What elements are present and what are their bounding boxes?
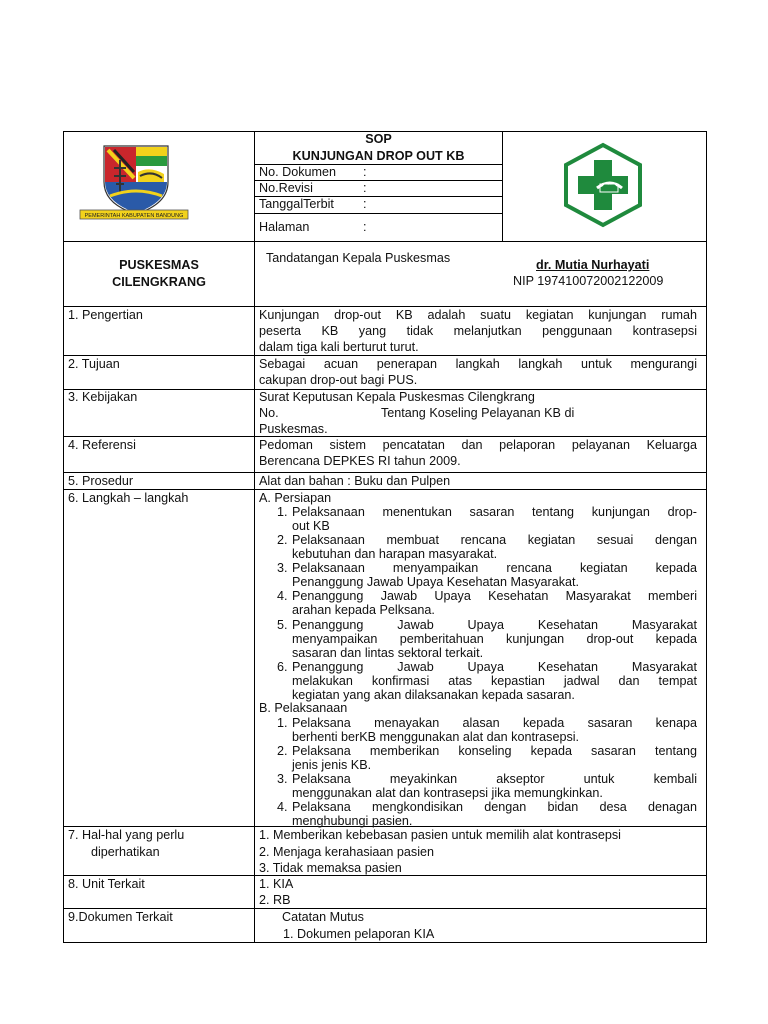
unit-line: 2. RB xyxy=(259,893,291,907)
step-line: Pelaksanaan menentukan sasaran tentang kunjungan drop- xyxy=(292,505,697,519)
row-rule xyxy=(63,908,707,909)
step-line: Penanggung Jawab Upaya Kesehatan Masyarakat xyxy=(292,618,697,632)
step-line: Pelaksana mengkondisikan dengan bidan desa denagan xyxy=(292,800,697,814)
row-label-langkah: 6. Langkah – langkah xyxy=(68,491,189,505)
dokumen-line: 1. Dokumen pelaporan KIA xyxy=(283,927,435,941)
no-dokumen-label: No. Dokumen xyxy=(259,165,336,179)
step-number: 2. xyxy=(277,744,288,758)
header-rule xyxy=(254,213,502,214)
step-line: arahan kepada Pelksana. xyxy=(292,603,435,617)
no-revisi-label: No.Revisi xyxy=(259,181,313,195)
row-rule xyxy=(63,489,707,490)
head-nip: NIP 197410072002122009 xyxy=(513,274,664,288)
row-rule xyxy=(63,355,707,356)
step-number: 3. xyxy=(277,772,288,786)
tujuan-line: Sebagai acuan penerapan langkah langkah untuk mengurangi xyxy=(259,357,697,371)
puskesmas-logo xyxy=(562,142,644,228)
table-border-left xyxy=(63,131,64,943)
step-line: Penanggung Jawab Upaya Kesehatan Masyarakat memberi xyxy=(292,589,697,603)
row-label-tujuan: 2. Tujuan xyxy=(68,357,120,371)
no-dokumen-colon: : xyxy=(363,165,367,179)
step-line: Pelaksana memberikan konseling kepada sasaran tentang xyxy=(292,744,697,758)
step-line: jenis jenis KB. xyxy=(292,758,372,772)
kebijakan-line: Tentang Koseling Pelayanan KB di xyxy=(381,406,575,420)
step-line: menyampaikan pemberitahuan kunjungan drop-out kepada xyxy=(292,632,697,646)
halaman-colon: : xyxy=(363,220,367,234)
step-line: sasaran dan lintas sektoral terkait. xyxy=(292,646,484,660)
crest-icon xyxy=(78,142,190,224)
step-number: 6. xyxy=(277,660,288,674)
row-rule xyxy=(63,875,707,876)
step-line: Penanggung Jawab Upaya Kesehatan Masyarakat xyxy=(292,660,697,674)
step-number: 1. xyxy=(277,505,288,519)
signature-label: Tandatangan Kepala Puskesmas xyxy=(266,251,451,265)
sop-title: KUNJUNGAN DROP OUT KB xyxy=(292,149,465,163)
row-label-hal: 7. Hal-hal yang perlu xyxy=(68,828,185,842)
step-line: Pelaksanaan menyampaikan rencana kegiatan kepada xyxy=(292,561,697,575)
row-label-kebijakan: 3. Kebijakan xyxy=(68,390,138,404)
step-line: out KB xyxy=(292,519,330,533)
row-label-hal-line2: diperhatikan xyxy=(91,845,160,859)
step-number: 4. xyxy=(277,800,288,814)
sop-label: SOP xyxy=(365,132,392,146)
step-line: Penanggung Jawab Upaya Kesehatan Masyarakat. xyxy=(292,575,580,589)
kebijakan-line: Puskesmas. xyxy=(259,422,328,436)
step-line: kegiatan yang akan dilaksanakan kepada sasaran. xyxy=(292,688,575,702)
step-line: Pelaksana menayakan alasan kepada sasaran kenapa xyxy=(292,716,697,730)
hal-line: 1. Memberikan kebebasan pasien untuk memilih alat kontrasepsi xyxy=(259,828,621,842)
bandung-regency-crest xyxy=(78,142,190,224)
row-rule xyxy=(63,241,707,242)
halaman-label: Halaman xyxy=(259,220,310,234)
kebijakan-line: Surat Keputusan Kepala Puskesmas Cilengkrang xyxy=(259,390,535,404)
langkah-section-a: A. Persiapan xyxy=(259,491,332,505)
langkah-section-b: B. Pelaksanaan xyxy=(259,701,348,715)
hal-line: 3. Tidak memaksa pasien xyxy=(259,861,402,875)
row-rule xyxy=(63,306,707,307)
step-number: 1. xyxy=(277,716,288,730)
pengertian-line: dalam tiga kali berturut turut. xyxy=(259,340,419,354)
step-line: melakukan konfirmasi atas kepastian jadwal dan tempat xyxy=(292,674,697,688)
hal-line: 2. Menjaga kerahasiaan pasien xyxy=(259,845,435,859)
step-line: Pelaksanaan membuat rencana kegiatan sesuai dengan xyxy=(292,533,697,547)
referensi-line: Pedoman sistem pencatatan dan pelaporan pelayanan Keluarga xyxy=(259,438,697,452)
referensi-line: Berencana DEPKES RI tahun 2009. xyxy=(259,454,461,468)
tanggal-terbit-colon: : xyxy=(363,197,367,211)
column-divider xyxy=(254,131,255,943)
org-name-line2: CILENGKRANG xyxy=(112,275,206,289)
step-line: menggunakan alat dan kontrasepsi jika memungkinkan. xyxy=(292,786,603,800)
row-rule xyxy=(63,472,707,473)
step-number: 3. xyxy=(277,561,288,575)
tujuan-line: cakupan drop-out bagi PUS. xyxy=(259,373,418,387)
pengertian-line: peserta KB yang tidak melanjutkan penggunaan kontrasepsi xyxy=(259,324,697,338)
row-label-unit: 8. Unit Terkait xyxy=(68,877,145,891)
head-name: dr. Mutia Nurhayati xyxy=(536,258,650,272)
org-name-line1: PUSKESMAS xyxy=(119,258,199,272)
table-border-right xyxy=(706,131,707,943)
step-line: kebutuhan dan harapan masyarakat. xyxy=(292,547,498,561)
table-border-bottom xyxy=(63,942,707,943)
crest-ribbon-text: PEMERINTAH KABUPATEN BANDUNG xyxy=(84,213,184,219)
step-line: menghubungi pasien. xyxy=(292,814,413,828)
step-line: berhenti berKB menggunakan alat dan kontrasepsi. xyxy=(292,730,580,744)
row-label-prosedur: 5. Prosedur xyxy=(68,474,134,488)
row-label-dokumen: 9.Dokumen Terkait xyxy=(68,910,173,924)
prosedur-line: Alat dan bahan : Buku dan Pulpen xyxy=(259,474,451,488)
unit-line: 1. KIA xyxy=(259,877,294,891)
row-rule xyxy=(63,436,707,437)
no-revisi-colon: : xyxy=(363,181,367,195)
step-line: Pelaksana meyakinkan akseptor untuk kembali xyxy=(292,772,697,786)
dokumen-line: Catatan Mutus xyxy=(282,910,364,924)
row-label-pengertian: 1. Pengertian xyxy=(68,308,143,322)
kebijakan-no: No. xyxy=(259,406,279,420)
tanggal-terbit-label: TanggalTerbit xyxy=(259,197,334,211)
puskesmas-logo-icon xyxy=(562,142,644,228)
pengertian-line: Kunjungan drop-out KB adalah suatu kegiatan kunjungan rumah xyxy=(259,308,697,322)
step-number: 2. xyxy=(277,533,288,547)
row-label-referensi: 4. Referensi xyxy=(68,438,136,452)
step-number: 5. xyxy=(277,618,288,632)
header-divider-right xyxy=(502,131,503,242)
step-number: 4. xyxy=(277,589,288,603)
